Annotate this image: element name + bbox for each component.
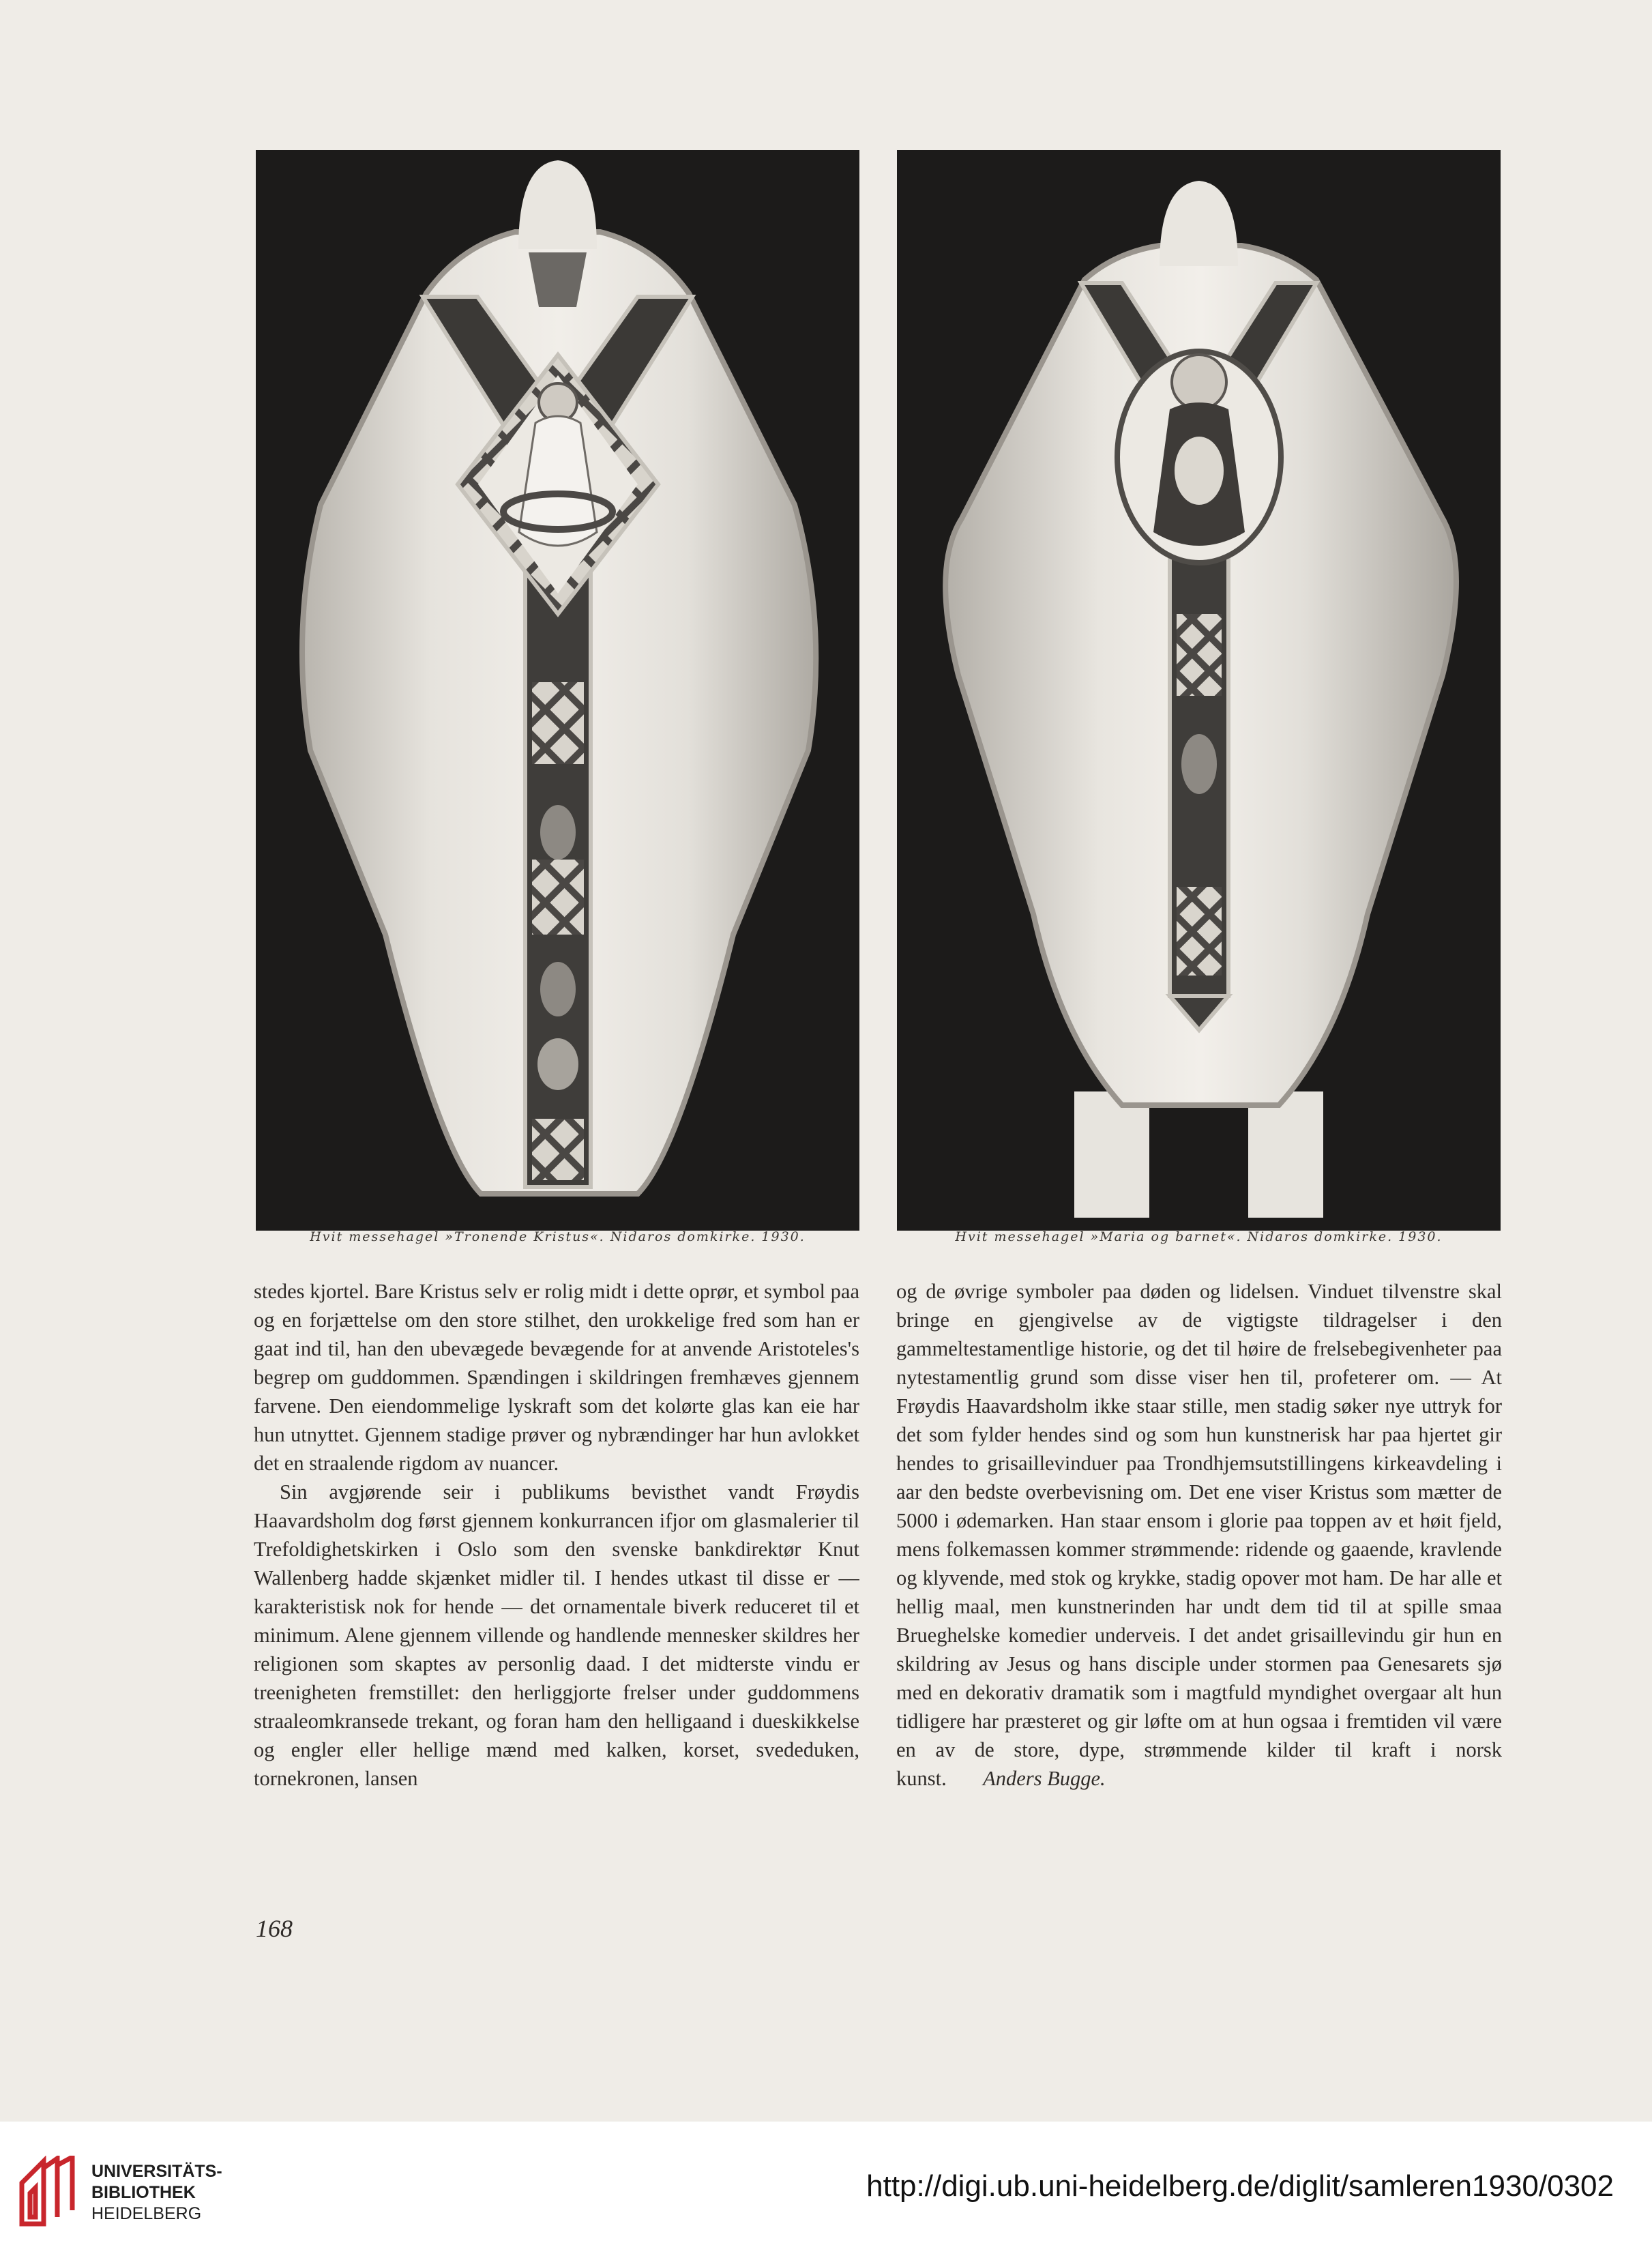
library-name: UNIVERSITÄTS- BIBLIOTHEK HEIDELBERG [91, 2162, 222, 2223]
text-column-left [254, 1277, 859, 1901]
photo-chasuble-maria-og-barnet [897, 150, 1501, 1231]
author-signature: Anders Bugge. [983, 1767, 1106, 1790]
paragraph: Sin avgjørende seir i publikums bevisthet vandt Frøydis Haavardsholm dog først gjennem konkurrancen ifjor om glasmalerier til Trefoldighetskirken i Oslo som den svenske bankdirektør Knut Wallenberg hadde skjænket midler til. I hendes utkast til disse er — karakteristisk nok for hende — det ornamentale biverk reduceret til et minimum. Alene gjennem villende og handlende mennesker skildres her religionen som skaptes av personlig daad. I det midterste vindu er treenigheten fremstillet: den herliggjorte frelser under guddommens straaleomkransede trekant, og foran ham den helligaand i dueskikkelse og engler eller hellige mænd med kalken, korset, svededuken, tornekronen, lansen [254, 1480, 859, 1790]
digitization-footer [0, 2122, 1652, 2258]
figure-caption-left: Hvit messehagel »Tronende Kristus«. Nidaros domkirke. 1930. [310, 1229, 806, 1244]
paragraph: og de øvrige symboler paa døden og lidelsen. Vinduet tilvenstre skal bringe en gjengivelse av de vigtigste tildragelser i den gammeltestamentlige historie, og det til høire de frelsebegivenheter paa nytestamentlig grund som disse viser hen til, profeterer om. — At Frøydis Haavardsholm ikke staar stille, men stadig søker nye uttryk for det som fylder hendes sind og som hun kunstnerisk har paa hjertet gir hendes to grisaillevinduer paa Trondhjemsutstillingens kirkeavdeling i aar den bedste overbevisning om. Det ene viser Kristus som mætter de 5000 i ødemarken. Han staar ensom i glorie paa toppen av et høit fjeld, mens folkemassen kommer strømmende: ridende og gaaende, kravlende og klyvende, med stok og krykke, stadig opover mot ham. De har alle et hellig maal, men kunstnerinden har undt dem tid til at spille smaa Brueghelske komedier underveis. I det andet grisaillevindu gir hun en skildring av Jesus og hans disciple under stormen paa Genesarets sjø med en dekorativ dramatik som i magtfuld myndighet overgaar alt hun tidligere har præsteret og gir løfte om at hun ogsaa i fremtiden vil være en av de store, dype, strømmende kilder til kraft i norsk kunst. [896, 1280, 1502, 1790]
page-number: 168 [256, 1915, 293, 1942]
text-column-right [896, 1277, 1502, 1901]
paragraph: stedes kjortel. Bare Kristus selv er rolig midt i dette oprør, et symbol paa og en forjættelse om den store stilhet, den urokkelige fred som han er gaat ind til, han den ubevægede bevægende for at anvende Aristoteles's begrep om guddommen. Spændingen i skildringen fremhæves gjennem farvene. Den eiendommelige lyskraft som det kolørte glas kan eie har hun utnyttet. Gjennem stadige prøver og nybrændinger har hun avlokket det en straalende rigdom av nuancer. [254, 1280, 859, 1475]
figure-caption-right: Hvit messehagel »Maria og barnet«. Nidaros domkirke. 1930. [955, 1229, 1443, 1244]
photo-chasuble-tronende-kristus [256, 150, 859, 1231]
source-url-link[interactable]: http://digi.ub.uni-heidelberg.de/diglit/samleren1930/0302 [866, 2169, 1614, 2203]
library-logo-icon [16, 2156, 85, 2231]
